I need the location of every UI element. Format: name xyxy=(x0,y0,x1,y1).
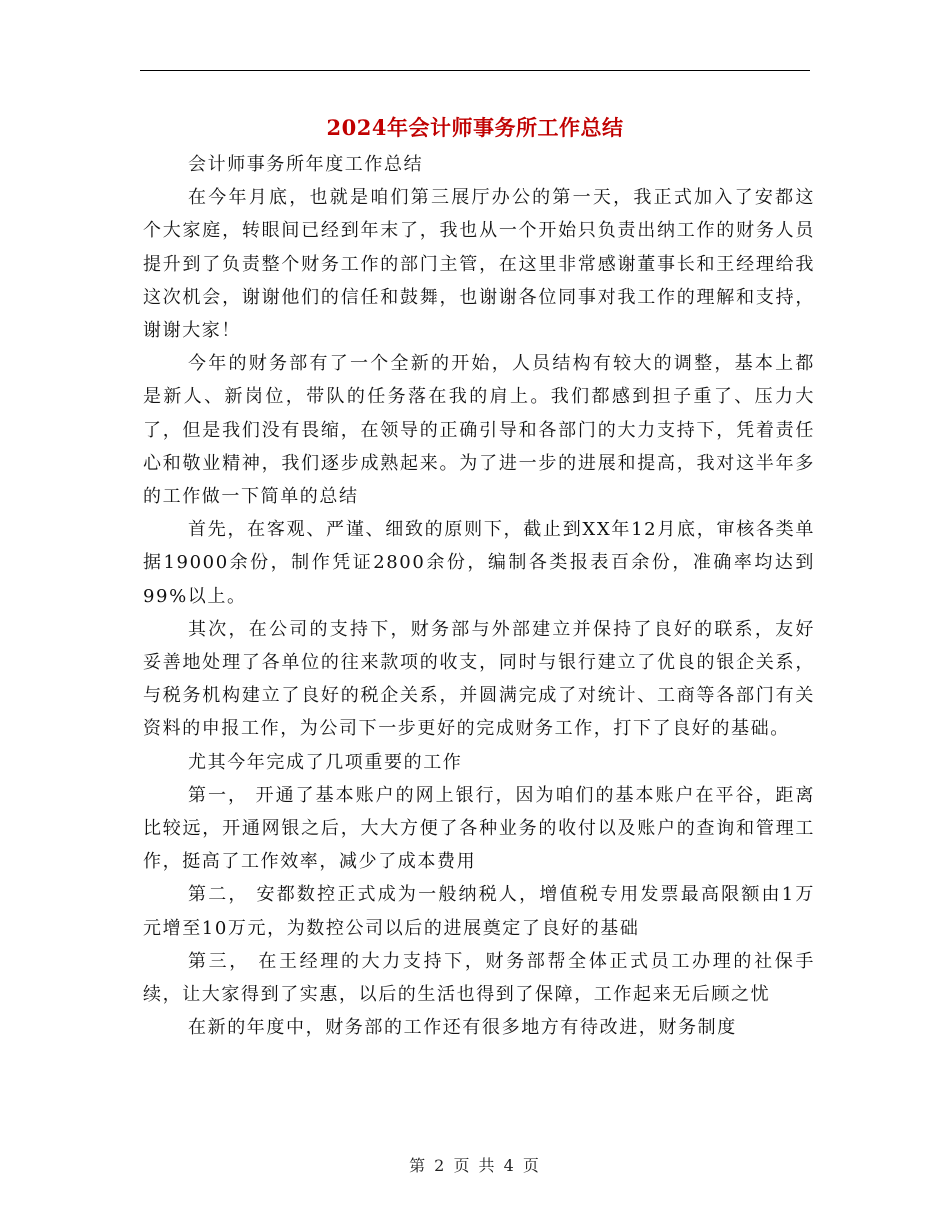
paragraph-item-one: 第一， 开通了基本账户的网上银行，因为咱们的基本账户在平谷，距离比较远，开通网银之后，大大方便了各种业务的收付以及账户的查询和管理工作，挺高了工作效率，减少了成本费用 xyxy=(143,784,815,873)
page-number: 第 2 页 共 4 页 xyxy=(409,1156,541,1175)
document-title: 2024年会计师事务所工作总结 xyxy=(326,115,624,140)
paragraph-second: 其次，在公司的支持下，财务部与外部建立并保持了良好的联系，友好妥善地处理了各单位的往来款项的收支，同时与银行建立了优良的银企关系，与税务机构建立了良好的税企关系，并圆满完成了对统计、工商等各部门有关资料的申报工作，为公司下一步更好的完成财务工作，打下了良好的基础。 xyxy=(143,618,815,740)
paragraph-item-two: 第二， 安都数控正式成为一般纳税人，增值税专用发票最高限额由1万元增至10万元，为数控公司以后的进展奠定了良好的基础 xyxy=(143,884,815,939)
paragraph-first: 首先，在客观、严谨、细致的原则下，截止到XX年12月底，审核各类单据19000余份，制作凭证2800余份，编制各类报表百余份，准确率均达到99%以上。 xyxy=(143,519,815,607)
paragraph-item-three: 第三， 在王经理的大力支持下，财务部帮全体正式员工办理的社保手续，让大家得到了实惠，以后的生活也得到了保障，工作起来无后顾之忧 xyxy=(143,950,815,1006)
document-body xyxy=(143,148,815,1044)
paragraph-overview: 今年的财务部有了一个全新的开始，人员结构有较大的调整，基本上都是新人、新岗位，带队的任务落在我的肩上。我们都感到担子重了、压力大了，但是我们没有畏缩，在领导的正确引导和各部门的大力支持下，凭着责任心和敬业精神，我们逐步成熟起来。为了进一步的进展和提高，我对这半年多的工作做一下简单的总结 xyxy=(143,353,815,508)
paragraph-new-year: 在新的年度中，财务部的工作还有很多地方有待改进，财务制度 xyxy=(188,1017,737,1039)
paragraph-key-works-heading: 尤其今年完成了几项重要的工作 xyxy=(188,751,463,773)
paragraph-intro: 在今年月底，也就是咱们第三展厅办公的第一天，我正式加入了安都这个大家庭，转眼间已经到年末了，我也从一个开始只负责出纳工作的财务人员提升到了负责整个财务工作的部门主管，在这里非常感谢董事长和王经理给我这次机会，谢谢他们的信任和鼓舞，也谢谢各位同事对我工作的理解和支持，谢谢大家！ xyxy=(143,187,815,342)
header-rule xyxy=(140,70,810,71)
paragraph-subtitle: 会计师事务所年度工作总结 xyxy=(188,154,424,175)
